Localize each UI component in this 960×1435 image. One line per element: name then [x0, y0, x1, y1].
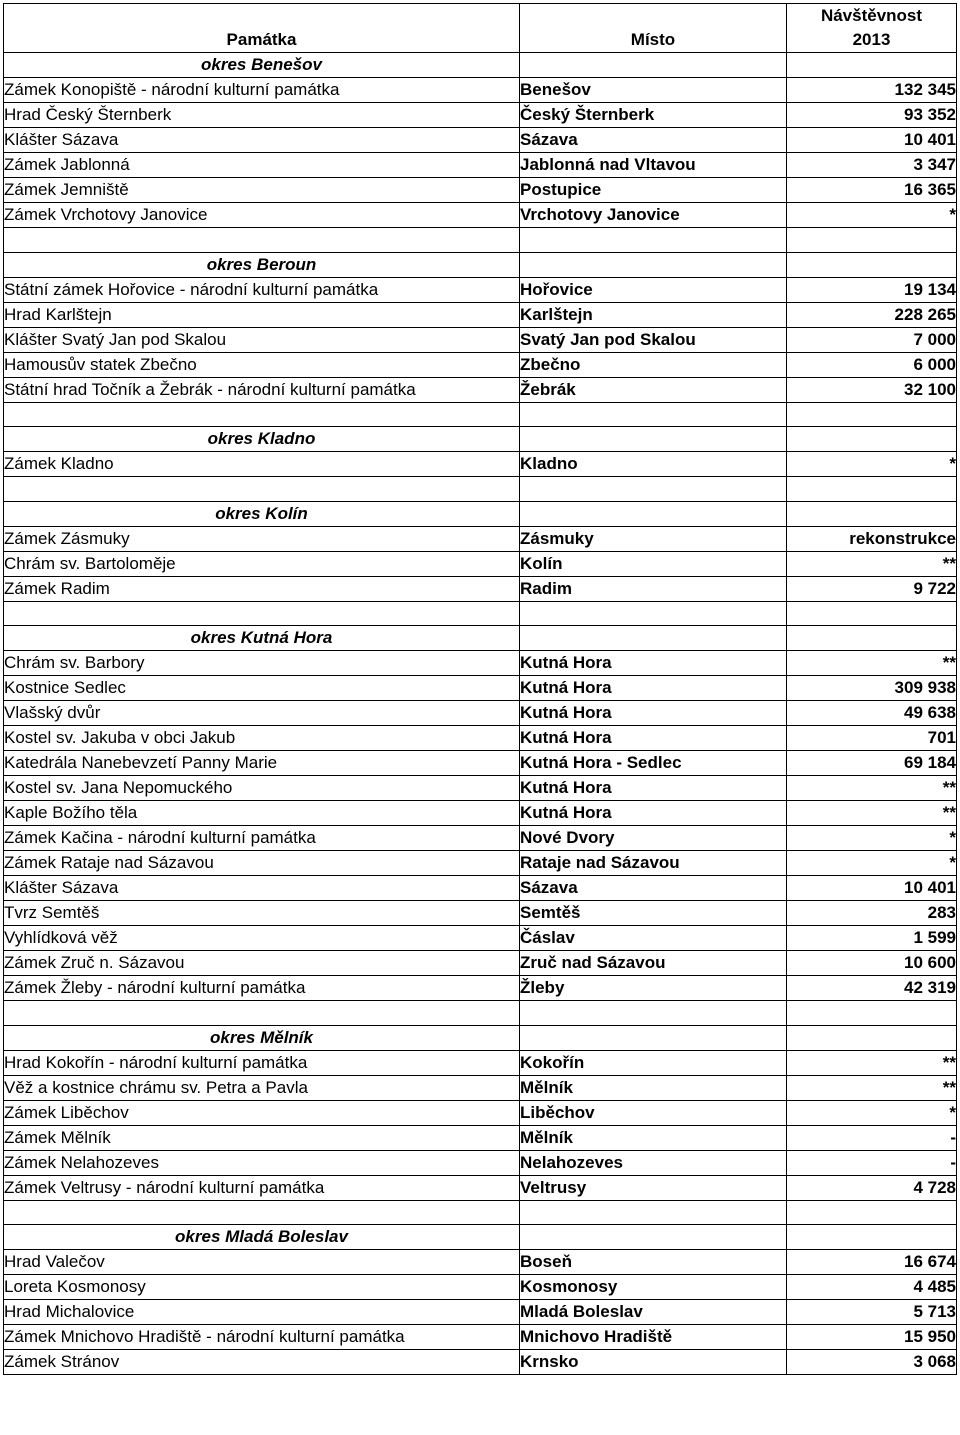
table-row — [4, 1275, 957, 1300]
monument-name: Hamousův statek Zbečno — [4, 352, 520, 377]
monument-place: Postupice — [520, 178, 787, 203]
monument-place: Boseň — [520, 1250, 787, 1275]
monument-name: Hrad Valečov — [4, 1250, 520, 1275]
table-row — [4, 78, 957, 103]
table-row — [4, 901, 957, 926]
monument-name: Zámek Stránov — [4, 1350, 520, 1375]
monument-place: Mladá Boleslav — [520, 1300, 787, 1325]
table-row — [4, 1125, 957, 1150]
monument-visits: 16 674 — [787, 1250, 957, 1275]
monument-place: Kutná Hora — [520, 701, 787, 726]
district-row — [4, 427, 957, 452]
monument-place: Zbečno — [520, 352, 787, 377]
monument-place: Karlštejn — [520, 302, 787, 327]
empty-cell — [520, 477, 787, 502]
district-row — [4, 626, 957, 651]
visits-header-line1: Návštěvnost — [820, 6, 923, 25]
empty-cell — [520, 1001, 787, 1026]
monument-visits: 93 352 — [787, 103, 957, 128]
monument-name: Hrad Michalovice — [4, 1300, 520, 1325]
table-row — [4, 1175, 957, 1200]
monument-name: Státní zámek Hořovice - národní kulturní památka — [4, 277, 520, 302]
table-row — [4, 377, 957, 402]
monument-place: Kladno — [520, 452, 787, 477]
district-label: okres Kutná Hora — [4, 626, 520, 651]
district-label: okres Kolín — [4, 501, 520, 526]
table-row — [4, 1100, 957, 1125]
monument-visits: 10 401 — [787, 128, 957, 153]
empty-cell — [520, 252, 787, 277]
monument-visits: 7 000 — [787, 327, 957, 352]
monument-place: Žebrák — [520, 377, 787, 402]
monument-name: Zámek Mnichovo Hradiště - národní kulturní památka — [4, 1325, 520, 1350]
table-row — [4, 103, 957, 128]
spacer-row — [4, 1200, 957, 1225]
empty-cell — [520, 1025, 787, 1050]
monument-visits: 309 938 — [787, 676, 957, 701]
empty-cell — [787, 1200, 957, 1225]
monument-place: Veltrusy — [520, 1175, 787, 1200]
monument-place: Kutná Hora — [520, 726, 787, 751]
empty-cell — [520, 228, 787, 253]
district-label: okres Beroun — [4, 252, 520, 277]
monument-visits: * — [787, 452, 957, 477]
empty-cell — [787, 402, 957, 427]
column-header-visits — [787, 4, 957, 53]
monument-place: Semtěš — [520, 901, 787, 926]
monument-name: Zámek Konopiště - národní kulturní památka — [4, 78, 520, 103]
district-row — [4, 1025, 957, 1050]
monument-visits: 3 347 — [787, 153, 957, 178]
monument-name: Klášter Svatý Jan pod Skalou — [4, 327, 520, 352]
table-row — [4, 1300, 957, 1325]
monument-visits: 6 000 — [787, 352, 957, 377]
monument-visits: 4 728 — [787, 1175, 957, 1200]
monument-place: Nové Dvory — [520, 826, 787, 851]
monument-name: Chrám sv. Bartoloměje — [4, 551, 520, 576]
monument-name: Věž a kostnice chrámu sv. Petra a Pavla — [4, 1075, 520, 1100]
empty-cell — [520, 1200, 787, 1225]
monument-name: Zámek Jemniště — [4, 178, 520, 203]
monument-name: Klášter Sázava — [4, 876, 520, 901]
monument-visits: ** — [787, 551, 957, 576]
monument-visits: 10 600 — [787, 951, 957, 976]
monument-visits: 228 265 — [787, 302, 957, 327]
monument-name: Katedrála Nanebevzetí Panny Marie — [4, 751, 520, 776]
table-row — [4, 327, 957, 352]
table-row — [4, 153, 957, 178]
header-row — [4, 4, 957, 53]
table-row — [4, 976, 957, 1001]
monument-place: Kosmonosy — [520, 1275, 787, 1300]
monument-name: Zámek Radim — [4, 576, 520, 601]
monument-visits: ** — [787, 1050, 957, 1075]
monument-place: Český Šternberk — [520, 103, 787, 128]
monument-place: Kutná Hora — [520, 676, 787, 701]
monument-visits: 69 184 — [787, 751, 957, 776]
monument-visits: 19 134 — [787, 277, 957, 302]
table-row — [4, 1325, 957, 1350]
table-row — [4, 203, 957, 228]
monument-place: Kolín — [520, 551, 787, 576]
empty-cell — [4, 601, 520, 626]
empty-cell — [4, 228, 520, 253]
empty-cell — [4, 1001, 520, 1026]
table-row — [4, 576, 957, 601]
spacer-row — [4, 1001, 957, 1026]
monument-name: Zámek Jablonná — [4, 153, 520, 178]
monument-name: Vyhlídková věž — [4, 926, 520, 951]
monument-place: Radim — [520, 576, 787, 601]
monument-place: Zruč nad Sázavou — [520, 951, 787, 976]
monument-place: Kokořín — [520, 1050, 787, 1075]
spacer-row — [4, 228, 957, 253]
monument-visits: 42 319 — [787, 976, 957, 1001]
empty-cell — [787, 53, 957, 78]
monument-name: Kaple Božího těla — [4, 801, 520, 826]
monument-visits: - — [787, 1150, 957, 1175]
monument-place: Svatý Jan pod Skalou — [520, 327, 787, 352]
monument-name: Hrad Karlštejn — [4, 302, 520, 327]
monument-place: Sázava — [520, 128, 787, 153]
monument-visits: 15 950 — [787, 1325, 957, 1350]
table-row — [4, 178, 957, 203]
monument-name: Vlašský dvůr — [4, 701, 520, 726]
monument-place: Mělník — [520, 1125, 787, 1150]
monument-visits: * — [787, 203, 957, 228]
monument-place: Krnsko — [520, 1350, 787, 1375]
empty-cell — [520, 1225, 787, 1250]
monument-visits: 9 722 — [787, 576, 957, 601]
monument-name: Zámek Liběchov — [4, 1100, 520, 1125]
monument-name: Zámek Veltrusy - národní kulturní památka — [4, 1175, 520, 1200]
empty-cell — [787, 1025, 957, 1050]
spacer-row — [4, 477, 957, 502]
monument-visits: * — [787, 851, 957, 876]
monument-visits: 10 401 — [787, 876, 957, 901]
empty-cell — [787, 427, 957, 452]
table-row — [4, 801, 957, 826]
monument-name: Loreta Kosmonosy — [4, 1275, 520, 1300]
monument-name: Tvrz Semtěš — [4, 901, 520, 926]
monument-visits: - — [787, 1125, 957, 1150]
empty-cell — [520, 427, 787, 452]
table-row — [4, 452, 957, 477]
district-row — [4, 252, 957, 277]
empty-cell — [787, 1001, 957, 1026]
district-label: okres Kladno — [4, 427, 520, 452]
table-row — [4, 951, 957, 976]
monument-visits: 16 365 — [787, 178, 957, 203]
monument-name: Zámek Rataje nad Sázavou — [4, 851, 520, 876]
monument-place: Benešov — [520, 78, 787, 103]
empty-cell — [787, 1225, 957, 1250]
empty-cell — [787, 501, 957, 526]
empty-cell — [787, 477, 957, 502]
table-body — [4, 53, 957, 1375]
table-row — [4, 826, 957, 851]
table-row — [4, 526, 957, 551]
monument-name: Zámek Zásmuky — [4, 526, 520, 551]
monument-place: Vrchotovy Janovice — [520, 203, 787, 228]
monument-place: Liběchov — [520, 1100, 787, 1125]
monument-name: Státní hrad Točník a Žebrák - národní kulturní památka — [4, 377, 520, 402]
monument-place: Kutná Hora — [520, 651, 787, 676]
empty-cell — [4, 477, 520, 502]
column-header-place: Místo — [520, 4, 787, 53]
monument-place: Kutná Hora - Sedlec — [520, 751, 787, 776]
monument-place: Kutná Hora — [520, 801, 787, 826]
monument-name: Zámek Žleby - národní kulturní památka — [4, 976, 520, 1001]
empty-cell — [4, 1200, 520, 1225]
empty-cell — [520, 402, 787, 427]
spacer-row — [4, 601, 957, 626]
monument-place: Sázava — [520, 876, 787, 901]
table-row — [4, 1250, 957, 1275]
monument-place: Nelahozeves — [520, 1150, 787, 1175]
table-row — [4, 876, 957, 901]
monument-place: Hořovice — [520, 277, 787, 302]
empty-cell — [787, 228, 957, 253]
monument-visits: ** — [787, 801, 957, 826]
monument-name: Zámek Kladno — [4, 452, 520, 477]
monument-place: Mělník — [520, 1075, 787, 1100]
empty-cell — [520, 53, 787, 78]
visits-header-line2: 2013 — [852, 30, 891, 49]
monument-name: Zámek Nelahozeves — [4, 1150, 520, 1175]
monument-place: Mnichovo Hradiště — [520, 1325, 787, 1350]
empty-cell — [4, 402, 520, 427]
table-row — [4, 277, 957, 302]
empty-cell — [787, 252, 957, 277]
monument-visits: 701 — [787, 726, 957, 751]
monuments-table — [3, 3, 957, 1375]
monument-visits: 5 713 — [787, 1300, 957, 1325]
monument-visits: * — [787, 1100, 957, 1125]
column-header-name: Památka — [4, 4, 520, 53]
monument-name: Chrám sv. Barbory — [4, 651, 520, 676]
empty-cell — [787, 601, 957, 626]
table-row — [4, 651, 957, 676]
spacer-row — [4, 402, 957, 427]
monument-name: Klášter Sázava — [4, 128, 520, 153]
district-label: okres Benešov — [4, 53, 520, 78]
table-row — [4, 926, 957, 951]
monument-visits: rekonstrukce — [787, 526, 957, 551]
monument-visits: ** — [787, 651, 957, 676]
district-row — [4, 1225, 957, 1250]
monument-place: Kutná Hora — [520, 776, 787, 801]
monument-visits: 4 485 — [787, 1275, 957, 1300]
table-row — [4, 128, 957, 153]
empty-cell — [520, 501, 787, 526]
monument-name: Zámek Vrchotovy Janovice — [4, 203, 520, 228]
table-row — [4, 676, 957, 701]
table-row — [4, 701, 957, 726]
table-row — [4, 352, 957, 377]
monument-visits: 283 — [787, 901, 957, 926]
monument-place: Žleby — [520, 976, 787, 1001]
table-row — [4, 1350, 957, 1375]
table-row — [4, 302, 957, 327]
monument-name: Zámek Mělník — [4, 1125, 520, 1150]
district-label: okres Mělník — [4, 1025, 520, 1050]
empty-cell — [520, 626, 787, 651]
monument-place: Rataje nad Sázavou — [520, 851, 787, 876]
table-row — [4, 851, 957, 876]
monument-name: Zámek Zruč n. Sázavou — [4, 951, 520, 976]
table-row — [4, 1150, 957, 1175]
monument-visits: ** — [787, 1075, 957, 1100]
monument-visits: 49 638 — [787, 701, 957, 726]
table-row — [4, 1075, 957, 1100]
table-row — [4, 751, 957, 776]
monument-visits: 132 345 — [787, 78, 957, 103]
monument-name: Kostnice Sedlec — [4, 676, 520, 701]
monument-place: Zásmuky — [520, 526, 787, 551]
monument-visits: 3 068 — [787, 1350, 957, 1375]
monument-visits: 32 100 — [787, 377, 957, 402]
table-row — [4, 1050, 957, 1075]
monument-name: Hrad Český Šternberk — [4, 103, 520, 128]
monument-name: Kostel sv. Jana Nepomuckého — [4, 776, 520, 801]
monument-place: Čáslav — [520, 926, 787, 951]
table-row — [4, 551, 957, 576]
district-row — [4, 53, 957, 78]
monument-name: Zámek Kačina - národní kulturní památka — [4, 826, 520, 851]
monument-place: Jablonná nad Vltavou — [520, 153, 787, 178]
monument-name: Kostel sv. Jakuba v obci Jakub — [4, 726, 520, 751]
monument-visits: 1 599 — [787, 926, 957, 951]
monument-visits: * — [787, 826, 957, 851]
empty-cell — [520, 601, 787, 626]
table-row — [4, 726, 957, 751]
district-label: okres Mladá Boleslav — [4, 1225, 520, 1250]
monument-name: Hrad Kokořín - národní kulturní památka — [4, 1050, 520, 1075]
table-row — [4, 776, 957, 801]
district-row — [4, 501, 957, 526]
monument-visits: ** — [787, 776, 957, 801]
empty-cell — [787, 626, 957, 651]
